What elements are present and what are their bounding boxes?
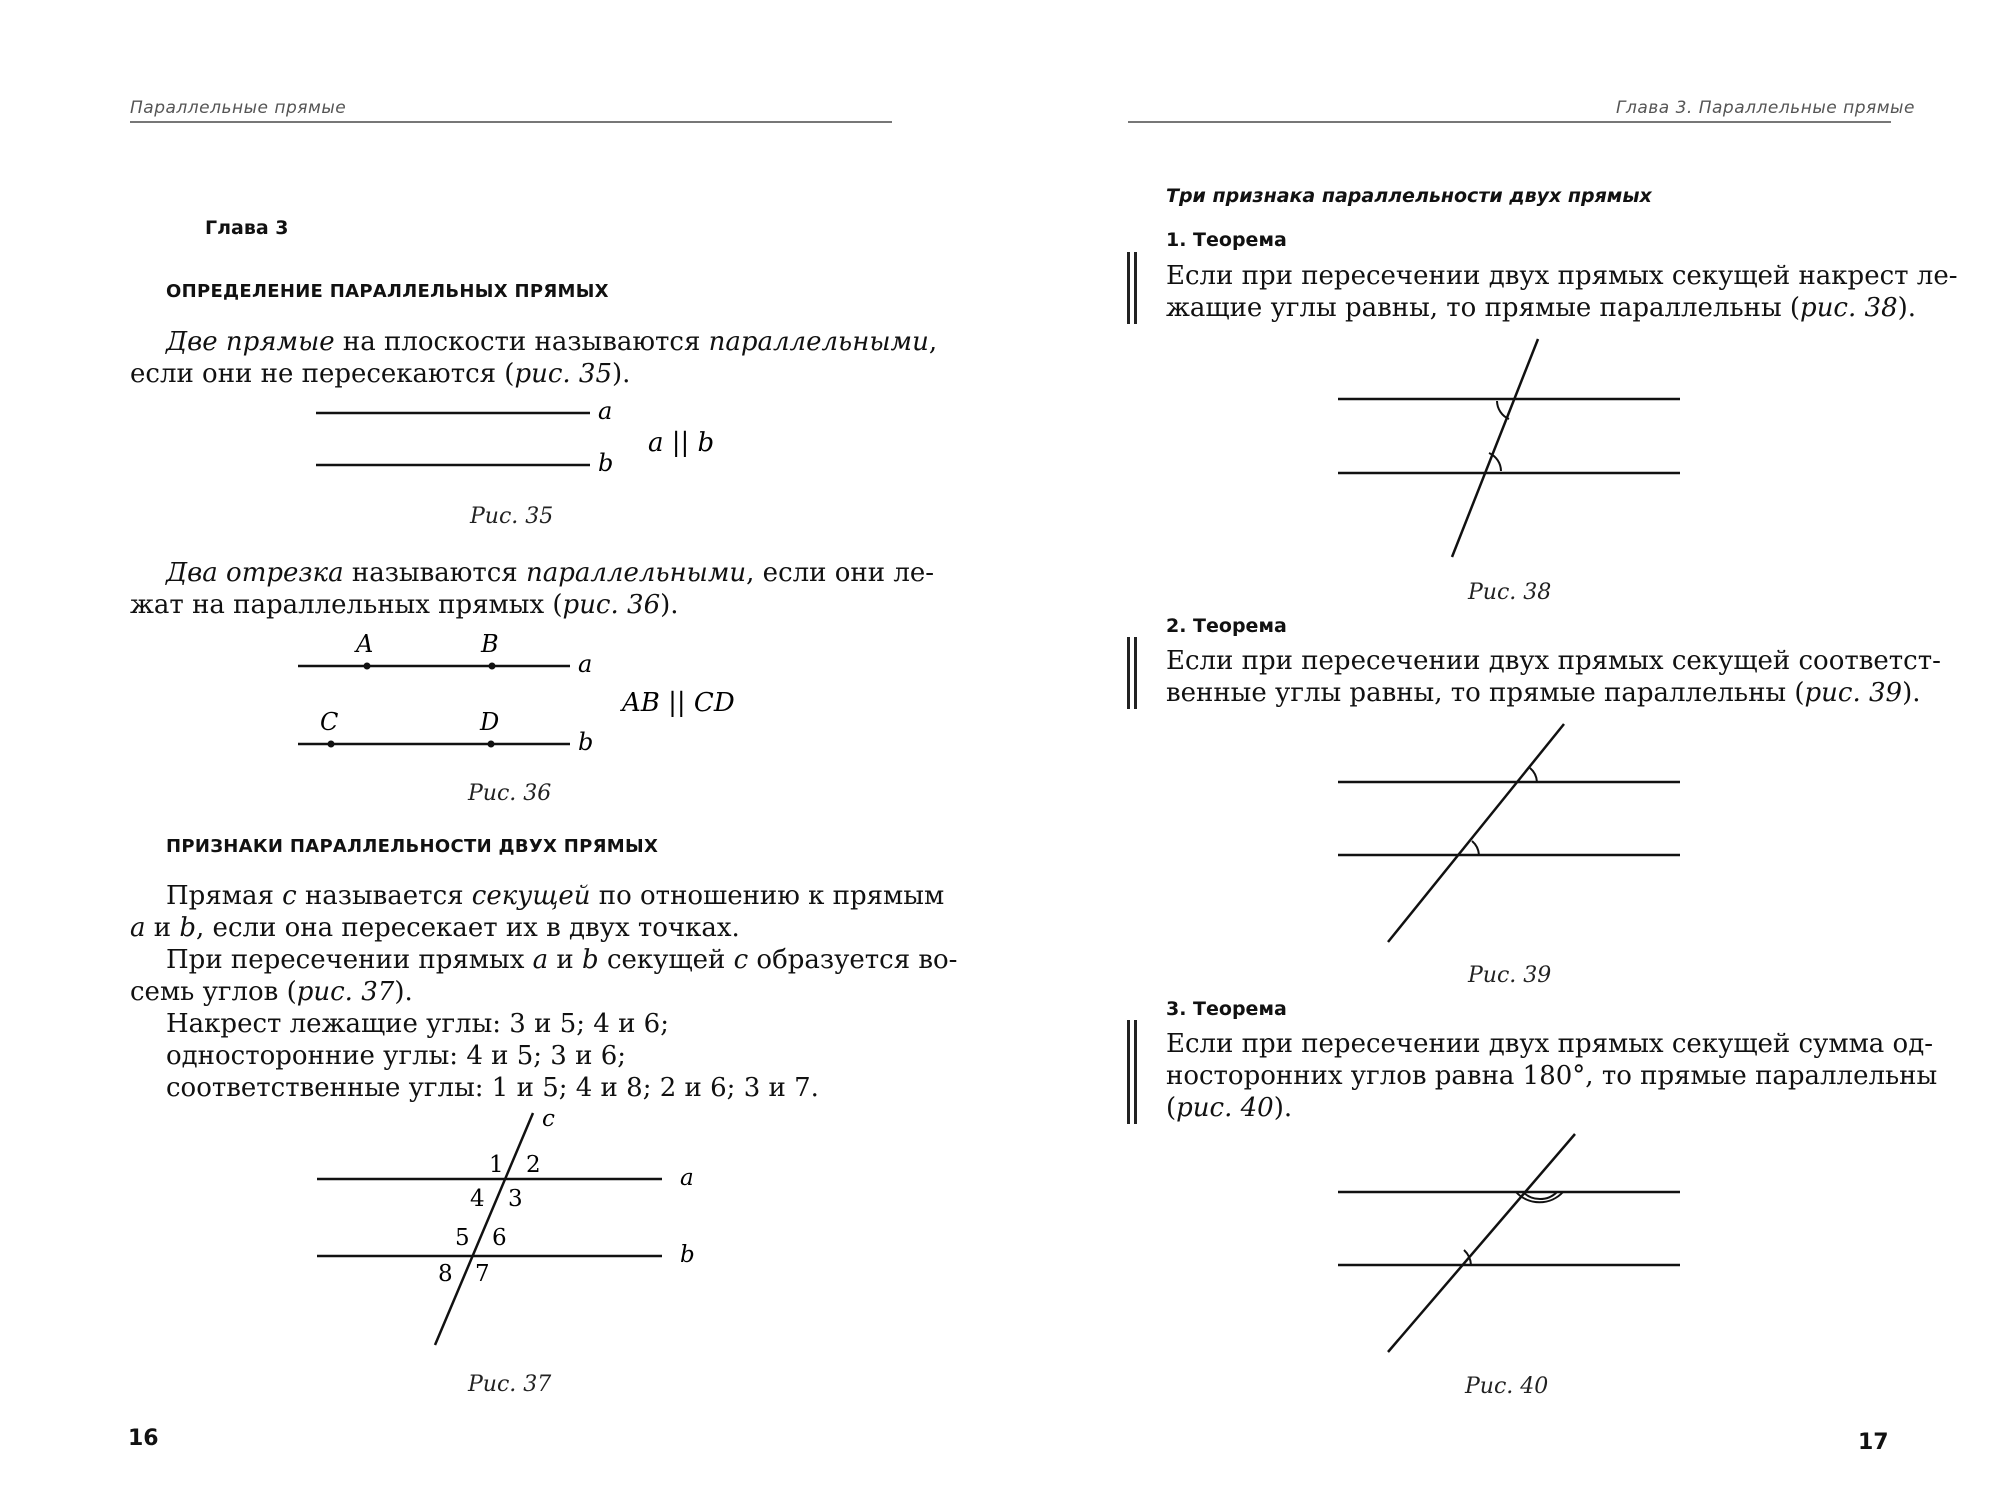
label-C: C bbox=[320, 708, 339, 736]
theorem-2-line-1: Если при пересечении двух прямых секущей соответст- bbox=[1166, 646, 1941, 676]
parallel-relation: a || b bbox=[648, 428, 715, 458]
angle-6: 6 bbox=[492, 1225, 507, 1251]
secant-line-2: a и b, если она пересекает их в двух точках. bbox=[130, 913, 740, 943]
label-c: c bbox=[542, 1106, 555, 1132]
label-B: B bbox=[481, 630, 499, 658]
theorem-bar bbox=[1127, 252, 1137, 324]
angle-4: 4 bbox=[470, 1186, 485, 1212]
secant-c bbox=[435, 1113, 533, 1345]
theorem-2-label: 2. Теорема bbox=[1166, 615, 1287, 637]
list-item: односторонние углы: 4 и 5; 3 и 6; bbox=[166, 1041, 627, 1071]
section-title-definition: ОПРЕДЕЛЕНИЕ ПАРАЛЛЕЛЬНЫХ ПРЯМЫХ bbox=[166, 281, 609, 302]
secant bbox=[1388, 724, 1564, 942]
point-a bbox=[364, 663, 371, 670]
list-item: соответственные углы: 1 и 5; 4 и 8; 2 и 6; 3 и 7. bbox=[166, 1073, 819, 1103]
segments-line-1: Два отрезка называются параллельными, если они ле- bbox=[166, 558, 935, 588]
angles-line-1: При пересечении прямых a и b секущей c образуется во- bbox=[166, 945, 958, 975]
page-number: 17 bbox=[1858, 1430, 1889, 1455]
label-b: b bbox=[680, 1242, 695, 1268]
header-rule bbox=[130, 121, 892, 123]
theorem-1-label: 1. Теорема bbox=[1166, 229, 1287, 251]
angle-3: 3 bbox=[508, 1186, 523, 1212]
theorem-3-line-3: (рис. 40). bbox=[1166, 1093, 1293, 1123]
caption-40: Рис. 40 bbox=[1465, 1374, 1549, 1399]
caption-36: Рис. 36 bbox=[468, 781, 552, 806]
theorem-3-line-2: носторонних углов равна 180°, то прямые параллельны bbox=[1166, 1061, 1938, 1091]
angle-arc bbox=[1530, 768, 1537, 782]
figure-38 bbox=[1330, 335, 1700, 565]
right-page bbox=[1000, 0, 2000, 1512]
theorem-3-line-1: Если при пересечении двух прямых секущей сумма од- bbox=[1166, 1029, 1933, 1059]
angle-1: 1 bbox=[489, 1152, 504, 1178]
secant bbox=[1452, 339, 1538, 557]
caption-37: Рис. 37 bbox=[468, 1372, 552, 1397]
secant-line-1: Прямая c называется секущей по отношению к прямым bbox=[166, 881, 945, 911]
angle-arc bbox=[1472, 841, 1479, 855]
theorem-1-line-2: жащие углы равны, то прямые параллельны (рис. 38). bbox=[1166, 293, 1917, 323]
angle-5: 5 bbox=[455, 1225, 470, 1251]
running-head-left: Параллельные прямые bbox=[130, 98, 347, 118]
angle-7: 7 bbox=[475, 1261, 490, 1287]
figure-35 bbox=[300, 395, 760, 485]
angles-line-2: семь углов (рис. 37). bbox=[130, 977, 413, 1007]
label-A: A bbox=[356, 630, 374, 658]
caption-39: Рис. 39 bbox=[1468, 963, 1552, 988]
definition-line-1: Две прямые на плоскости называются параллельными, bbox=[166, 327, 938, 357]
figure-40 bbox=[1330, 1130, 1700, 1360]
list-item: Накрест лежащие углы: 3 и 5; 4 и 6; bbox=[166, 1009, 669, 1039]
figure-37 bbox=[300, 1105, 720, 1355]
running-head-right: Глава 3. Параллельные прямые bbox=[1616, 98, 1915, 118]
label-D: D bbox=[480, 708, 500, 736]
label-b: b bbox=[598, 449, 614, 477]
point-d bbox=[488, 741, 495, 748]
chapter-label: Глава 3 bbox=[205, 217, 289, 239]
angle-8: 8 bbox=[438, 1261, 453, 1287]
theorem-2-line-2: венные углы равны, то прямые параллельны (рис. 39). bbox=[1166, 678, 1921, 708]
header-rule bbox=[1128, 121, 1891, 123]
parallel-relation: AB || CD bbox=[622, 688, 735, 718]
figure-36 bbox=[290, 628, 760, 758]
label-a: a bbox=[680, 1165, 694, 1191]
section-title-criteria: ПРИЗНАКИ ПАРАЛЛЕЛЬНОСТИ ДВУХ ПРЯМЫХ bbox=[166, 836, 659, 857]
secant bbox=[1388, 1134, 1575, 1352]
caption-35: Рис. 35 bbox=[470, 504, 554, 529]
segments-line-2: жат на параллельных прямых (рис. 36). bbox=[130, 590, 679, 620]
definition-line-2: если они не пересекаются (рис. 35). bbox=[130, 359, 631, 389]
theorem-bar bbox=[1127, 637, 1137, 709]
theorem-1-line-1: Если при пересечении двух прямых секущей накрест ле- bbox=[1166, 261, 1958, 291]
caption-38: Рис. 38 bbox=[1468, 580, 1552, 605]
label-b: b bbox=[578, 728, 594, 756]
point-c bbox=[328, 741, 335, 748]
angle-2: 2 bbox=[526, 1152, 541, 1178]
page-number: 16 bbox=[128, 1426, 159, 1451]
section-title: Три признака параллельности двух прямых bbox=[1166, 185, 1652, 207]
figure-39 bbox=[1330, 720, 1700, 950]
point-b bbox=[489, 663, 496, 670]
label-a: a bbox=[598, 397, 613, 425]
label-a: a bbox=[578, 650, 593, 678]
theorem-3-label: 3. Теорема bbox=[1166, 998, 1287, 1020]
theorem-bar bbox=[1127, 1020, 1137, 1124]
